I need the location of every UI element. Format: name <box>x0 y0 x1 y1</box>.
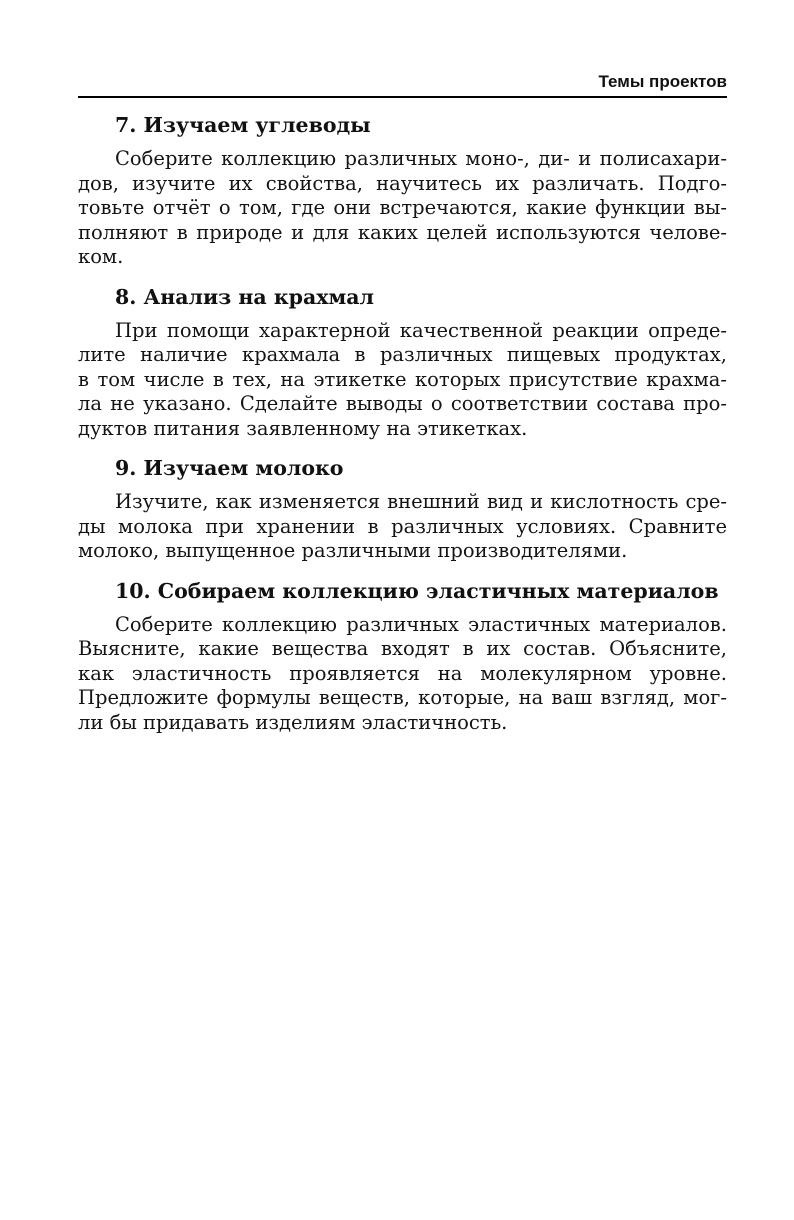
paragraph-line: ды молока при хранении в различных условиях. Сравните <box>78 514 727 538</box>
paragraph-line: Соберите коллекцию различных эластичных материалов. <box>115 612 727 636</box>
paragraph-line: При помощи характерной качественной реакции опреде- <box>115 318 727 342</box>
section-paragraph <box>78 490 727 564</box>
paragraph-line: ком. <box>78 245 124 268</box>
section-heading: 8. Анализ на крахмал <box>115 284 375 309</box>
paragraph-line: товьте отчёт о том, где они встречаются, какие функции вы- <box>78 196 727 219</box>
paragraph-line: ла не указано. Сделайте выводы о соответствии состава про- <box>78 392 727 415</box>
paragraph-line: полняют в природе и для каких целей используются челове- <box>78 220 727 244</box>
paragraph-line: молоко, выпущенное различными производителями. <box>78 539 628 562</box>
paragraph-line: как эластичность проявляется на молекулярном уровне. <box>78 661 727 685</box>
paragraph-line: Предложите формулы веществ, которые, на ваш взгляд, мог- <box>78 686 727 709</box>
paragraph-line: лите наличие крахмала в различных пищевых продуктах, <box>78 343 727 366</box>
paragraph-line: в том числе в тех, на этикетке которых присутствие крахма- <box>78 367 727 391</box>
running-head: Темы проектов <box>598 72 727 91</box>
paragraph-line: Выясните, какие вещества входят в их состав. Объясните, <box>78 637 727 660</box>
paragraph-line: ли бы придавать изделиям эластичность. <box>78 710 508 734</box>
section-7 <box>78 113 727 270</box>
paragraph-line: Изучите, как изменяется внешний вид и кислотность сре- <box>115 490 727 513</box>
text-block <box>78 0 727 735</box>
section-heading: 7. Изучаем углеводы <box>115 113 371 137</box>
section-heading: 10. Собираем коллекцию эластичных материалов <box>115 578 719 603</box>
section-paragraph <box>78 613 727 736</box>
paragraph-line: Соберите коллекцию различных моно-, ди- и полисахари- <box>115 147 727 170</box>
section-9 <box>78 456 727 564</box>
section-paragraph <box>78 147 727 270</box>
section-heading: 9. Изучаем молоко <box>115 456 344 480</box>
section-8 <box>78 285 727 442</box>
paragraph-line: дов, изучите их свойства, научитесь их различать. Подго- <box>78 171 727 195</box>
paragraph-line: дуктов питания заявленному на этикетках. <box>78 416 528 440</box>
section-10 <box>78 579 727 736</box>
section-paragraph <box>78 319 727 442</box>
header-rule <box>78 96 727 98</box>
